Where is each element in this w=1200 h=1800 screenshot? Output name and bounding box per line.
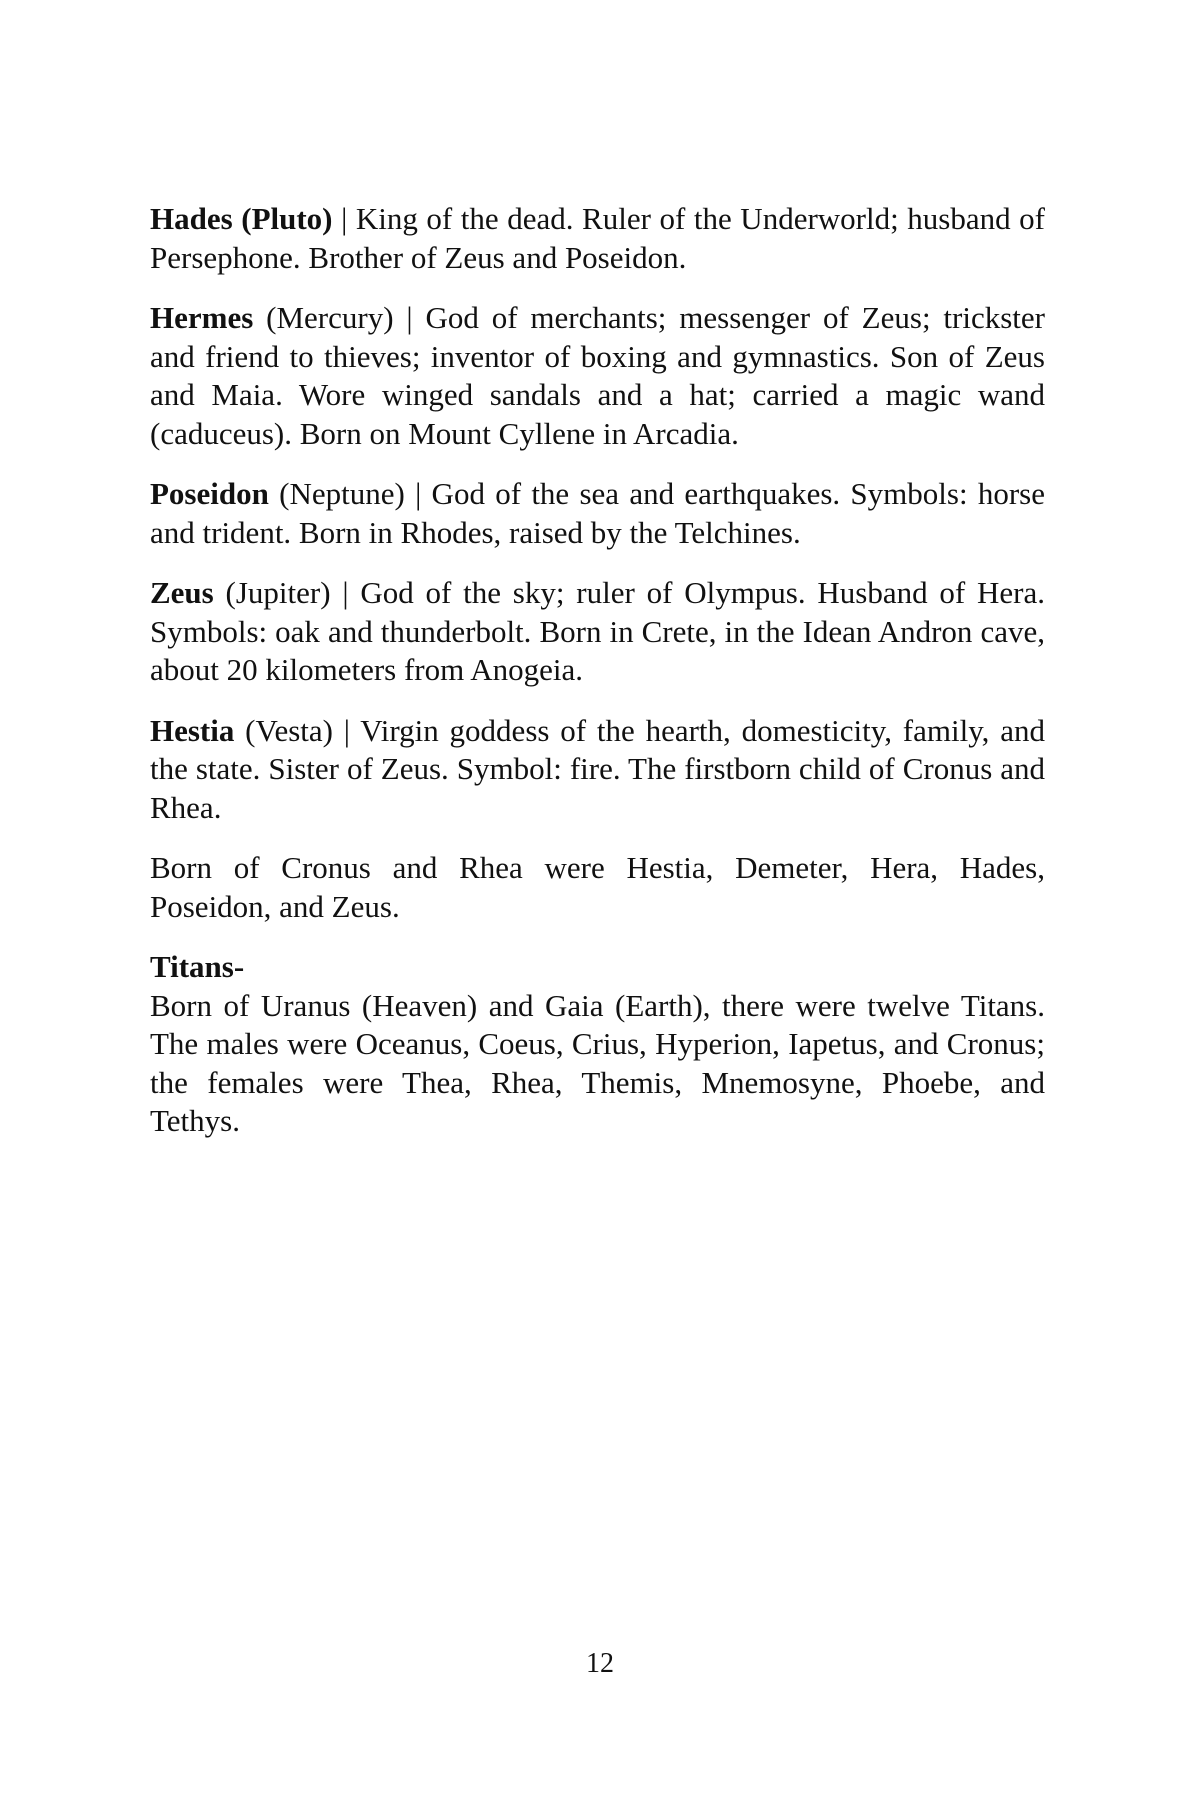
entry-description: (Neptune) | God of the sea and earthquakes. Symbols: horse and trident. Born in Rhodes, raised by the Telchines. bbox=[150, 476, 1045, 550]
entry-name: Hestia bbox=[150, 712, 235, 748]
entry-poseidon bbox=[150, 475, 1045, 552]
entry-name: Hermes bbox=[150, 300, 254, 335]
entry-hades bbox=[150, 200, 1045, 277]
entry-hestia bbox=[150, 712, 1045, 828]
entry-name: Poseidon bbox=[150, 476, 269, 511]
titans-paragraph: Born of Uranus (Heaven) and Gaia (Earth), there were twelve Titans. The males were Oceanus, Coeus, Crius, Hyperion, Iapetus, and Cronus; the females were Thea, Rhea, Themis, Mnemosyne, Phoebe, and Tethys. bbox=[150, 987, 1045, 1138]
entry-name: Zeus bbox=[150, 575, 214, 610]
entry-description: (Jupiter) | God of the sky; ruler of Olympus. Husband of Hera. Symbols: oak and thunderbolt. Born in Crete, in the Idean Andron cave, about 20 kilometers from Anogeia. bbox=[150, 575, 1045, 687]
summary-paragraph: Born of Cronus and Rhea were Hestia, Demeter, Hera, Hades, Poseidon, and Zeus. bbox=[150, 850, 1045, 924]
entry-description: (Vesta) | Virgin goddess of the hearth, domesticity, family, and the state. Sister of Zeus. Symbol: fire. The firstborn child of Cronus and Rhea. bbox=[150, 712, 1045, 825]
entry-name: Hades (Pluto) bbox=[150, 201, 333, 236]
entry-description: | King of the dead. Ruler of the Underworld; husband of Persephone. Brother of Zeus and Poseidon. bbox=[150, 201, 1045, 275]
page-number: 12 bbox=[586, 1648, 614, 1679]
titans-heading: Titans- bbox=[150, 949, 245, 984]
page-content bbox=[150, 200, 1045, 1141]
entry-description: (Mercury) | God of merchants; messenger of Zeus; trickster and friend to thieves; inventor of boxing and gymnastics. Son of Zeus and Maia. Wore winged sandals and a hat; carried a magic wand (caduceus). Born on Mount Cyllene in Arcadia. bbox=[150, 300, 1045, 451]
entry-zeus bbox=[150, 574, 1045, 690]
entry-hermes bbox=[150, 299, 1045, 453]
